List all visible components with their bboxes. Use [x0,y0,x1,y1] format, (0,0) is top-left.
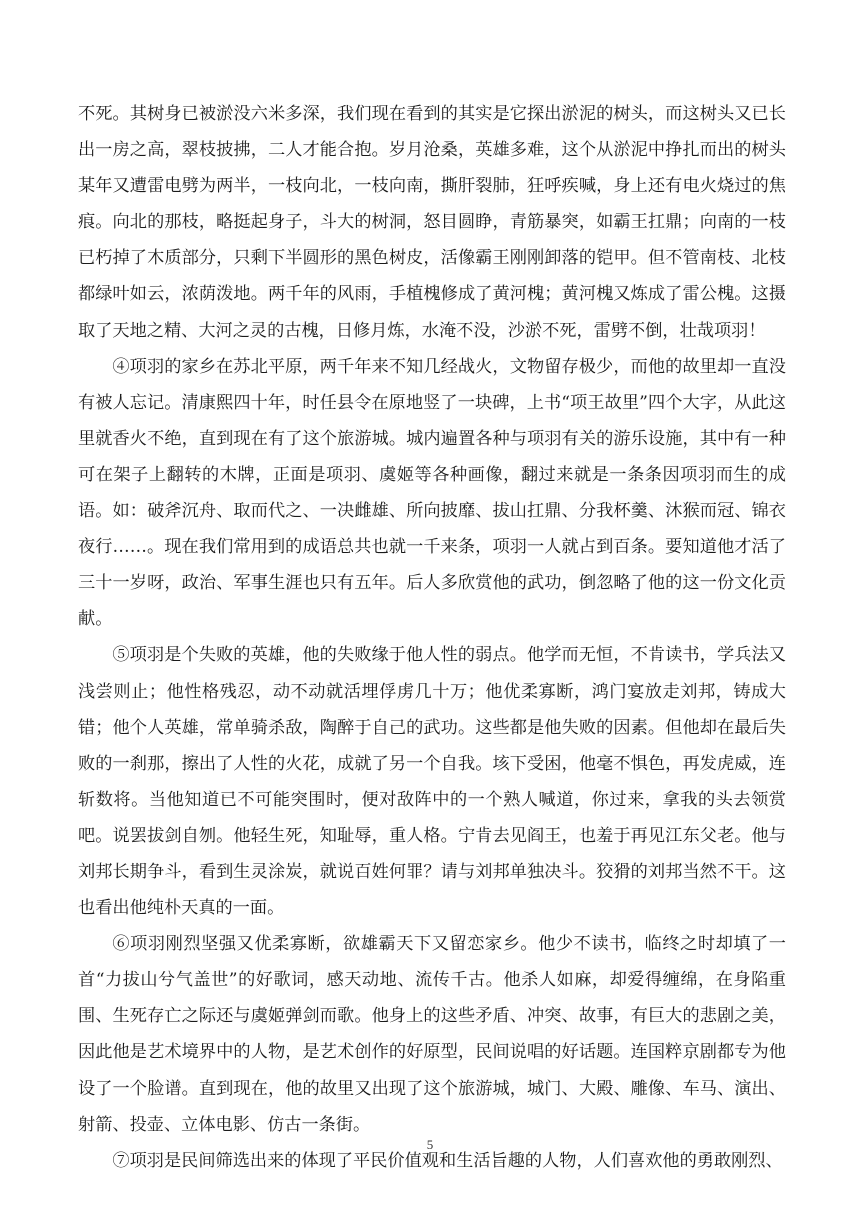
paragraph-7-start: ⑦项羽是民间筛选出来的体现了平民价值观和生活旨趣的人物，人们喜欢他的勇敢刚烈、 [112,1150,783,1171]
paragraph-4: ④项羽的家乡在苏北平原，两千年来不知几经战火，文物留存极少，而他的故里却一直没有被人忘记。清康熙四十年，时任县令在原地竖了一块碑，上书“项王故里”四个大字，从此这里就香火不绝，直到现在有了这个旅游城。城内遍置各种与项羽有关的游乐设施，其中有一种可在架子上翻转的木牌，正面是项羽、虞姬等各种画像，翻过来就是一条条因项羽而生的成语。如：破斧沉舟、取而代之、一决雌雄、所向披靡、拔山扛鼎、分我杯羹、沐猴而冠、锦衣夜行……。现在我们常用到的成语总共也就一千来条，项羽一人就占到百条。要知道他才活了三十一岁呀，政治、军事生涯也只有五年。后人多欣赏他的武功，倒忽略了他的这一份文化贡献。 [78,356,786,630]
document-body [78,96,786,1179]
paragraph-6: ⑥项羽刚烈坚强又优柔寡断，欲雄霸天下又留恋家乡。他少不读书，临终之时却填了一首“力拔山兮气盖世”的好歌词，感天动地、流传千古。他杀人如麻，却爱得缠绵，在身陷重围、生死存亡之际还与虞姬弹剑而歌。他身上的这些矛盾、冲突、故事，有巨大的悲剧之美，因此他是艺术境界中的人物，是艺术创作的好原型，民间说唱的好话题。连国粹京剧都专为他设了一个脸谱。直到现在，他的故里又出现了这个旅游城，城门、大殿、雕像、车马、演出、射箭、投壶、立体电影、仿古一条街。 [78,934,786,1135]
paragraph-5: ⑤项羽是个失败的英雄，他的失败缘于他人性的弱点。他学而无恒，不肯读书，学兵法又浅尝则止；他性格残忍，动不动就活埋俘虏几十万；他优柔寡断，鸿门宴放走刘邦，铸成大错；他个人英雄，常单骑杀敌，陶醉于自己的武功。这些都是他失败的因素。但他却在最后失败的一刹那，擦出了人性的火花，成就了另一个自我。垓下受困，他毫不惧色，再发虎威，连斩数将。当他知道已不可能突围时，便对敌阵中的一个熟人喊道，你过来，拿我的头去领赏吧。说罢拔剑自刎。他轻生死，知耻辱，重人格。宁肯去见阎王，也羞于再见江东父老。他与刘邦长期争斗，看到生灵涂炭，就说百姓何罪？请与刘邦单独决斗。狡猾的刘邦当然不干。这也看出他纯朴天真的一面。 [78,645,786,919]
paragraph-3-continued: 不死。其树身已被淤没六米多深，我们现在看到的其实是它探出淤泥的树头，而这树头又已长出一房之高，翠枝披拂，二人才能合抱。岁月沧桑，英雄多难，这个从淤泥中挣扎而出的树头某年又遭雷电劈为两半，一枝向北，一枝向南，撕肝裂肺，狂呼疾喊，身上还有电火烧过的焦痕。向北的那枝，略挺起身子，斗大的树洞，怒目圆睁，青筋暴突，如霸王扛鼎；向南的一枝已朽掉了木质部分，只剩下半圆形的黑色树皮，活像霸王刚刚卸落的铠甲。但不管南枝、北枝都绿叶如云，浓荫泼地。两千年的风雨，手植槐修成了黄河槐；黄河槐又炼成了雷公槐。这摄取了天地之精、大河之灵的古槐，日修月炼，水淹不没，沙淤不死，雷劈不倒，壮哉项羽！ [78,104,786,341]
page-number: 5 [426,1137,434,1152]
